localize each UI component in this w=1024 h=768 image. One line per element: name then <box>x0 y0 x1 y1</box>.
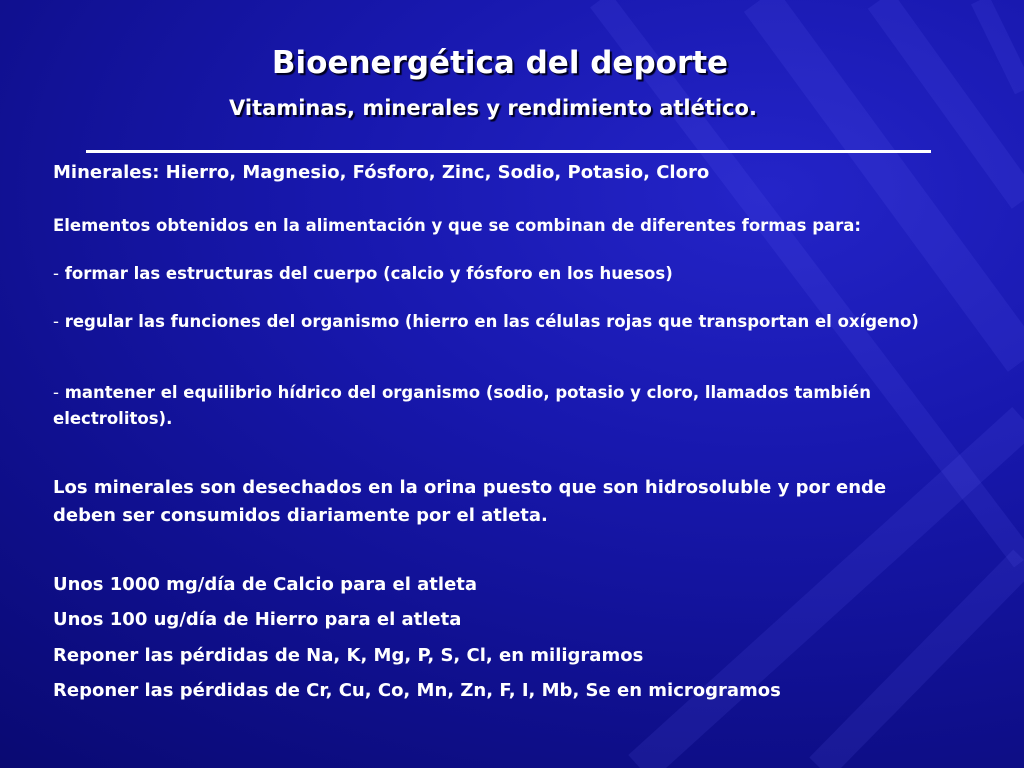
bullet-item-3 <box>53 380 948 432</box>
hydrosoluble-paragraph: Los minerales son desechados en la orina puesto que son hidrosoluble y por ende deben ser consumidos diariamente por el atleta. <box>53 477 887 526</box>
fact-line-3: Reponer las pérdidas de Na, K, Mg, P, S, Cl, en miligramos <box>53 645 644 666</box>
bullet-dash: - <box>53 264 59 283</box>
title-divider <box>86 150 931 153</box>
slide-subtitle: Vitaminas, minerales y rendimiento atlético. <box>229 96 757 120</box>
fact-line-2: Unos 100 ug/día de Hierro para el atleta <box>53 609 462 630</box>
fact-line-1: Unos 1000 mg/día de Calcio para el atleta <box>53 574 478 595</box>
bullet-dash: - <box>53 383 59 402</box>
bullet-item-1 <box>53 261 953 287</box>
fact-line-4: Reponer las pérdidas de Cr, Cu, Co, Mn, Zn, F, I, Mb, Se en microgramos <box>53 680 781 701</box>
bullet-text: formar las estructuras del cuerpo (calcio y fósforo en los huesos) <box>64 264 673 283</box>
bullet-text: regular las funciones del organismo (hierro en las células rojas que transportan el oxígeno) <box>64 312 919 331</box>
intro-text: Elementos obtenidos en la alimentación y que se combinan de diferentes formas para: <box>53 216 862 235</box>
bullet-text: mantener el equilibrio hídrico del organismo (sodio, potasio y cloro, llamados también electrolitos). <box>53 383 871 428</box>
minerals-line: Minerales: Hierro, Magnesio, Fósforo, Zinc, Sodio, Potasio, Cloro <box>53 162 710 183</box>
bullet-dash: - <box>53 312 59 331</box>
bullet-item-2 <box>53 309 923 335</box>
slide-title: Bioenergética del deporte <box>271 45 729 81</box>
